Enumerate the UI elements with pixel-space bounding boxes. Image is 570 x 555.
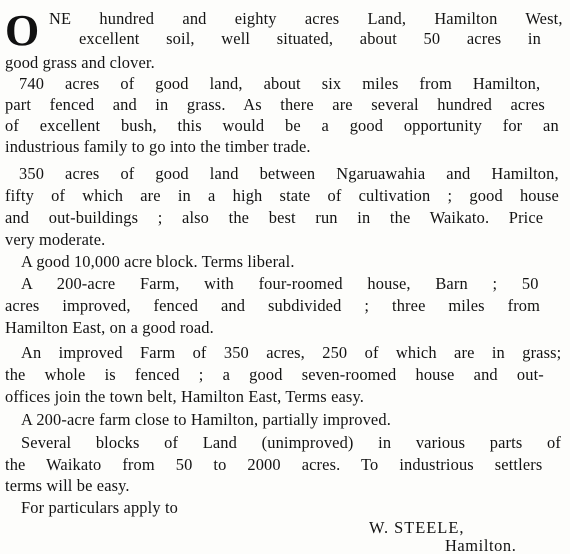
ad-line: of excellent bush, this would be a good opportunity for an: [5, 116, 559, 135]
ad-line: industrious family to go into the timber trade.: [5, 137, 311, 156]
ad-line: A good 10,000 acre block. Terms liberal.: [21, 252, 295, 271]
ad-line: For particulars apply to: [21, 498, 178, 517]
ad-line: NE hundred and eighty acres Land, Hamilton West,: [49, 9, 563, 28]
ad-line: offices join the town belt, Hamilton East, Terms easy.: [5, 387, 364, 406]
ad-line: Hamilton East, on a good road.: [5, 318, 214, 337]
ad-line: 350 acres of good land between Ngaruawahia and Hamilton,: [19, 164, 559, 183]
ad-line: 740 acres of good land, about six miles from Hamilton,: [19, 74, 541, 93]
ad-line: good grass and clover.: [5, 53, 155, 72]
ad-line: excellent soil, well situated, about 50 acres in: [79, 29, 541, 48]
ad-line: acres improved, fenced and subdivided ; three miles from: [5, 296, 541, 315]
ad-line: A 200-acre Farm, with four-roomed house, Barn ; 50: [21, 274, 539, 293]
drop-cap-letter: O: [5, 6, 40, 55]
ad-line: very moderate.: [5, 230, 106, 249]
ad-line: An improved Farm of 350 acres, 250 of which are in grass;: [21, 343, 562, 362]
ad-line: the Waikato from 50 to 2000 acres. To industrious settlers: [5, 455, 543, 474]
signature-place: Hamilton.: [445, 536, 517, 555]
ad-line: terms will be easy.: [5, 476, 130, 495]
ad-line: part fenced and in grass. As there are several hundred acres: [5, 95, 545, 114]
ad-line: and out-buildings ; also the best run in the Waikato. Price: [5, 208, 544, 227]
signature-name: W. STEELE,: [369, 518, 465, 537]
ad-line: A 200-acre farm close to Hamilton, partially improved.: [21, 410, 391, 429]
ad-line: the whole is fenced ; a good seven-roomed house and out-: [5, 365, 544, 384]
ad-line: Several blocks of Land (unimproved) in various parts of: [21, 433, 561, 452]
ad-line: fifty of which are in a high state of cultivation ; good house: [5, 186, 559, 205]
